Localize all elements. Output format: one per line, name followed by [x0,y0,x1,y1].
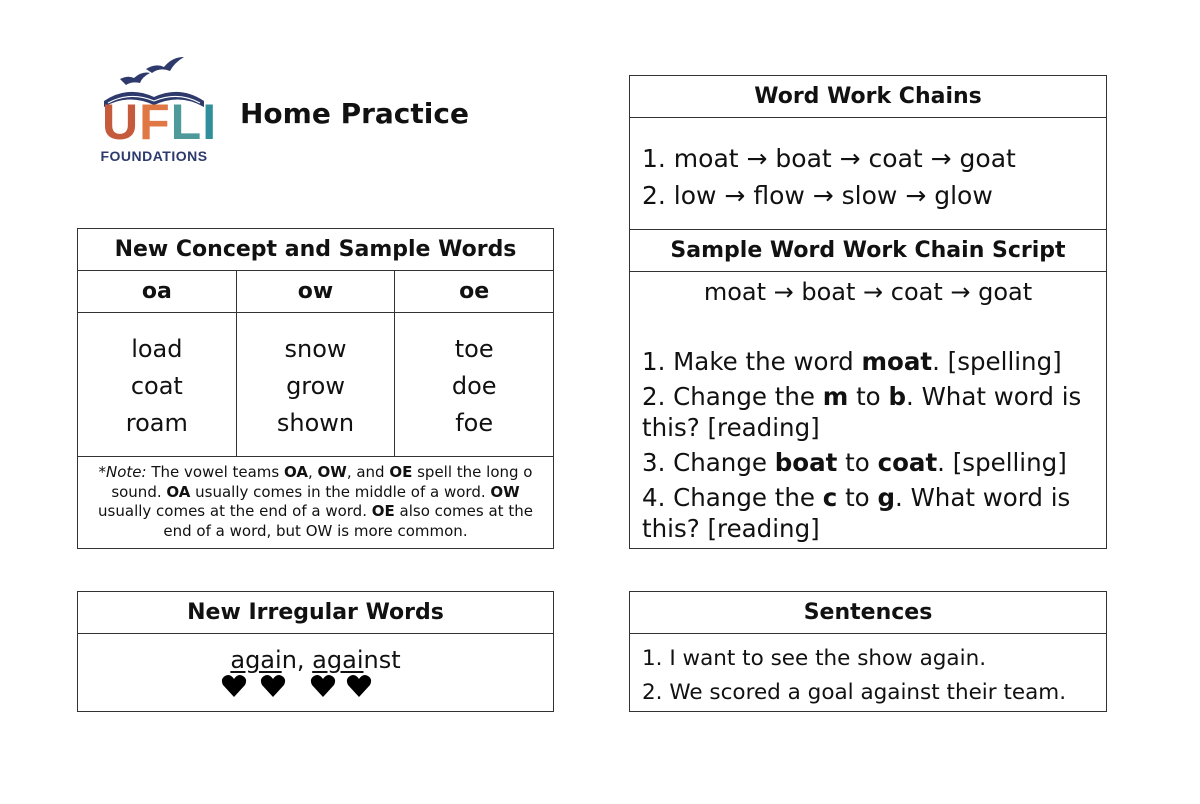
page-title: Home Practice [240,97,469,130]
sample-word: load [131,335,183,363]
sample-word: doe [451,372,497,400]
sentence-list [630,634,1106,710]
ufli-logo [98,55,218,167]
column-header: oe [395,271,553,313]
heart-icon [310,674,336,698]
sample-word: shown [276,409,355,437]
concept-columns [78,271,553,457]
script-steps [630,306,1106,544]
script-chain: moat → boat → coat → goat [703,278,1033,306]
heart-markers [78,674,553,704]
new-concept-table [77,228,554,549]
irregular-word-list: again, against [230,646,401,674]
script-step: 1. Make the word moat. [spelling] [642,347,1062,376]
sentences-box [629,591,1107,712]
concept-note: *Note: The vowel teams OA, OW, and OE spell the long o sound. OA usually comes in the middle of a word. OW usually comes at the end of a word. OE also comes at the end of a word, but OW is more common. [98,463,533,540]
sample-word: roam [125,409,188,437]
irregular-words-box [77,591,554,712]
column-words [78,313,236,457]
chain-item: 1. moat → boat → coat → goat [642,144,1016,173]
irregular-heading: New Irregular Words [78,592,553,634]
sample-word: coat [130,372,183,400]
word-work-chains-box [629,75,1107,230]
sample-word: toe [454,335,494,363]
concept-column-oe [395,271,553,457]
chain-script-box [629,229,1107,549]
chains-heading: Word Work Chains [630,76,1106,118]
chain-item: 2. low → flow → slow → glow [642,181,993,210]
irregular-part-underlined: agai [230,646,282,674]
sentences-heading: Sentences [630,592,1106,634]
concept-column-ow [237,271,396,457]
script-heading: Sample Word Work Chain Script [630,230,1106,272]
logo-subtitle: FOUNDATIONS [100,148,208,164]
script-step: 2. Change the m to b. What word is this? [reading] [642,382,1082,442]
heart-icon [221,674,247,698]
column-header: ow [237,271,395,313]
concept-heading: New Concept and Sample Words [78,229,553,271]
column-words [395,313,553,457]
note-label: *Note: [98,463,147,481]
concept-column-oa [78,271,237,457]
sentence-item: 1. I want to see the show again. [642,646,987,671]
heart-icon [346,674,372,698]
logo-letters: UFLI [102,94,218,150]
chain-list [630,118,1106,214]
sentence-item: 2. We scored a goal against their team. [642,680,1067,705]
column-header: oa [78,271,236,313]
column-words [237,313,395,457]
script-step: 4. Change the c to g. What word is this? [reading] [642,483,1071,543]
irregular-part-underlined: agai [312,646,364,674]
script-step: 3. Change boat to coat. [spelling] [642,448,1067,477]
sample-word: grow [286,372,345,400]
sample-word: snow [284,335,347,363]
heart-icon [260,674,286,698]
sample-word: foe [455,409,494,437]
